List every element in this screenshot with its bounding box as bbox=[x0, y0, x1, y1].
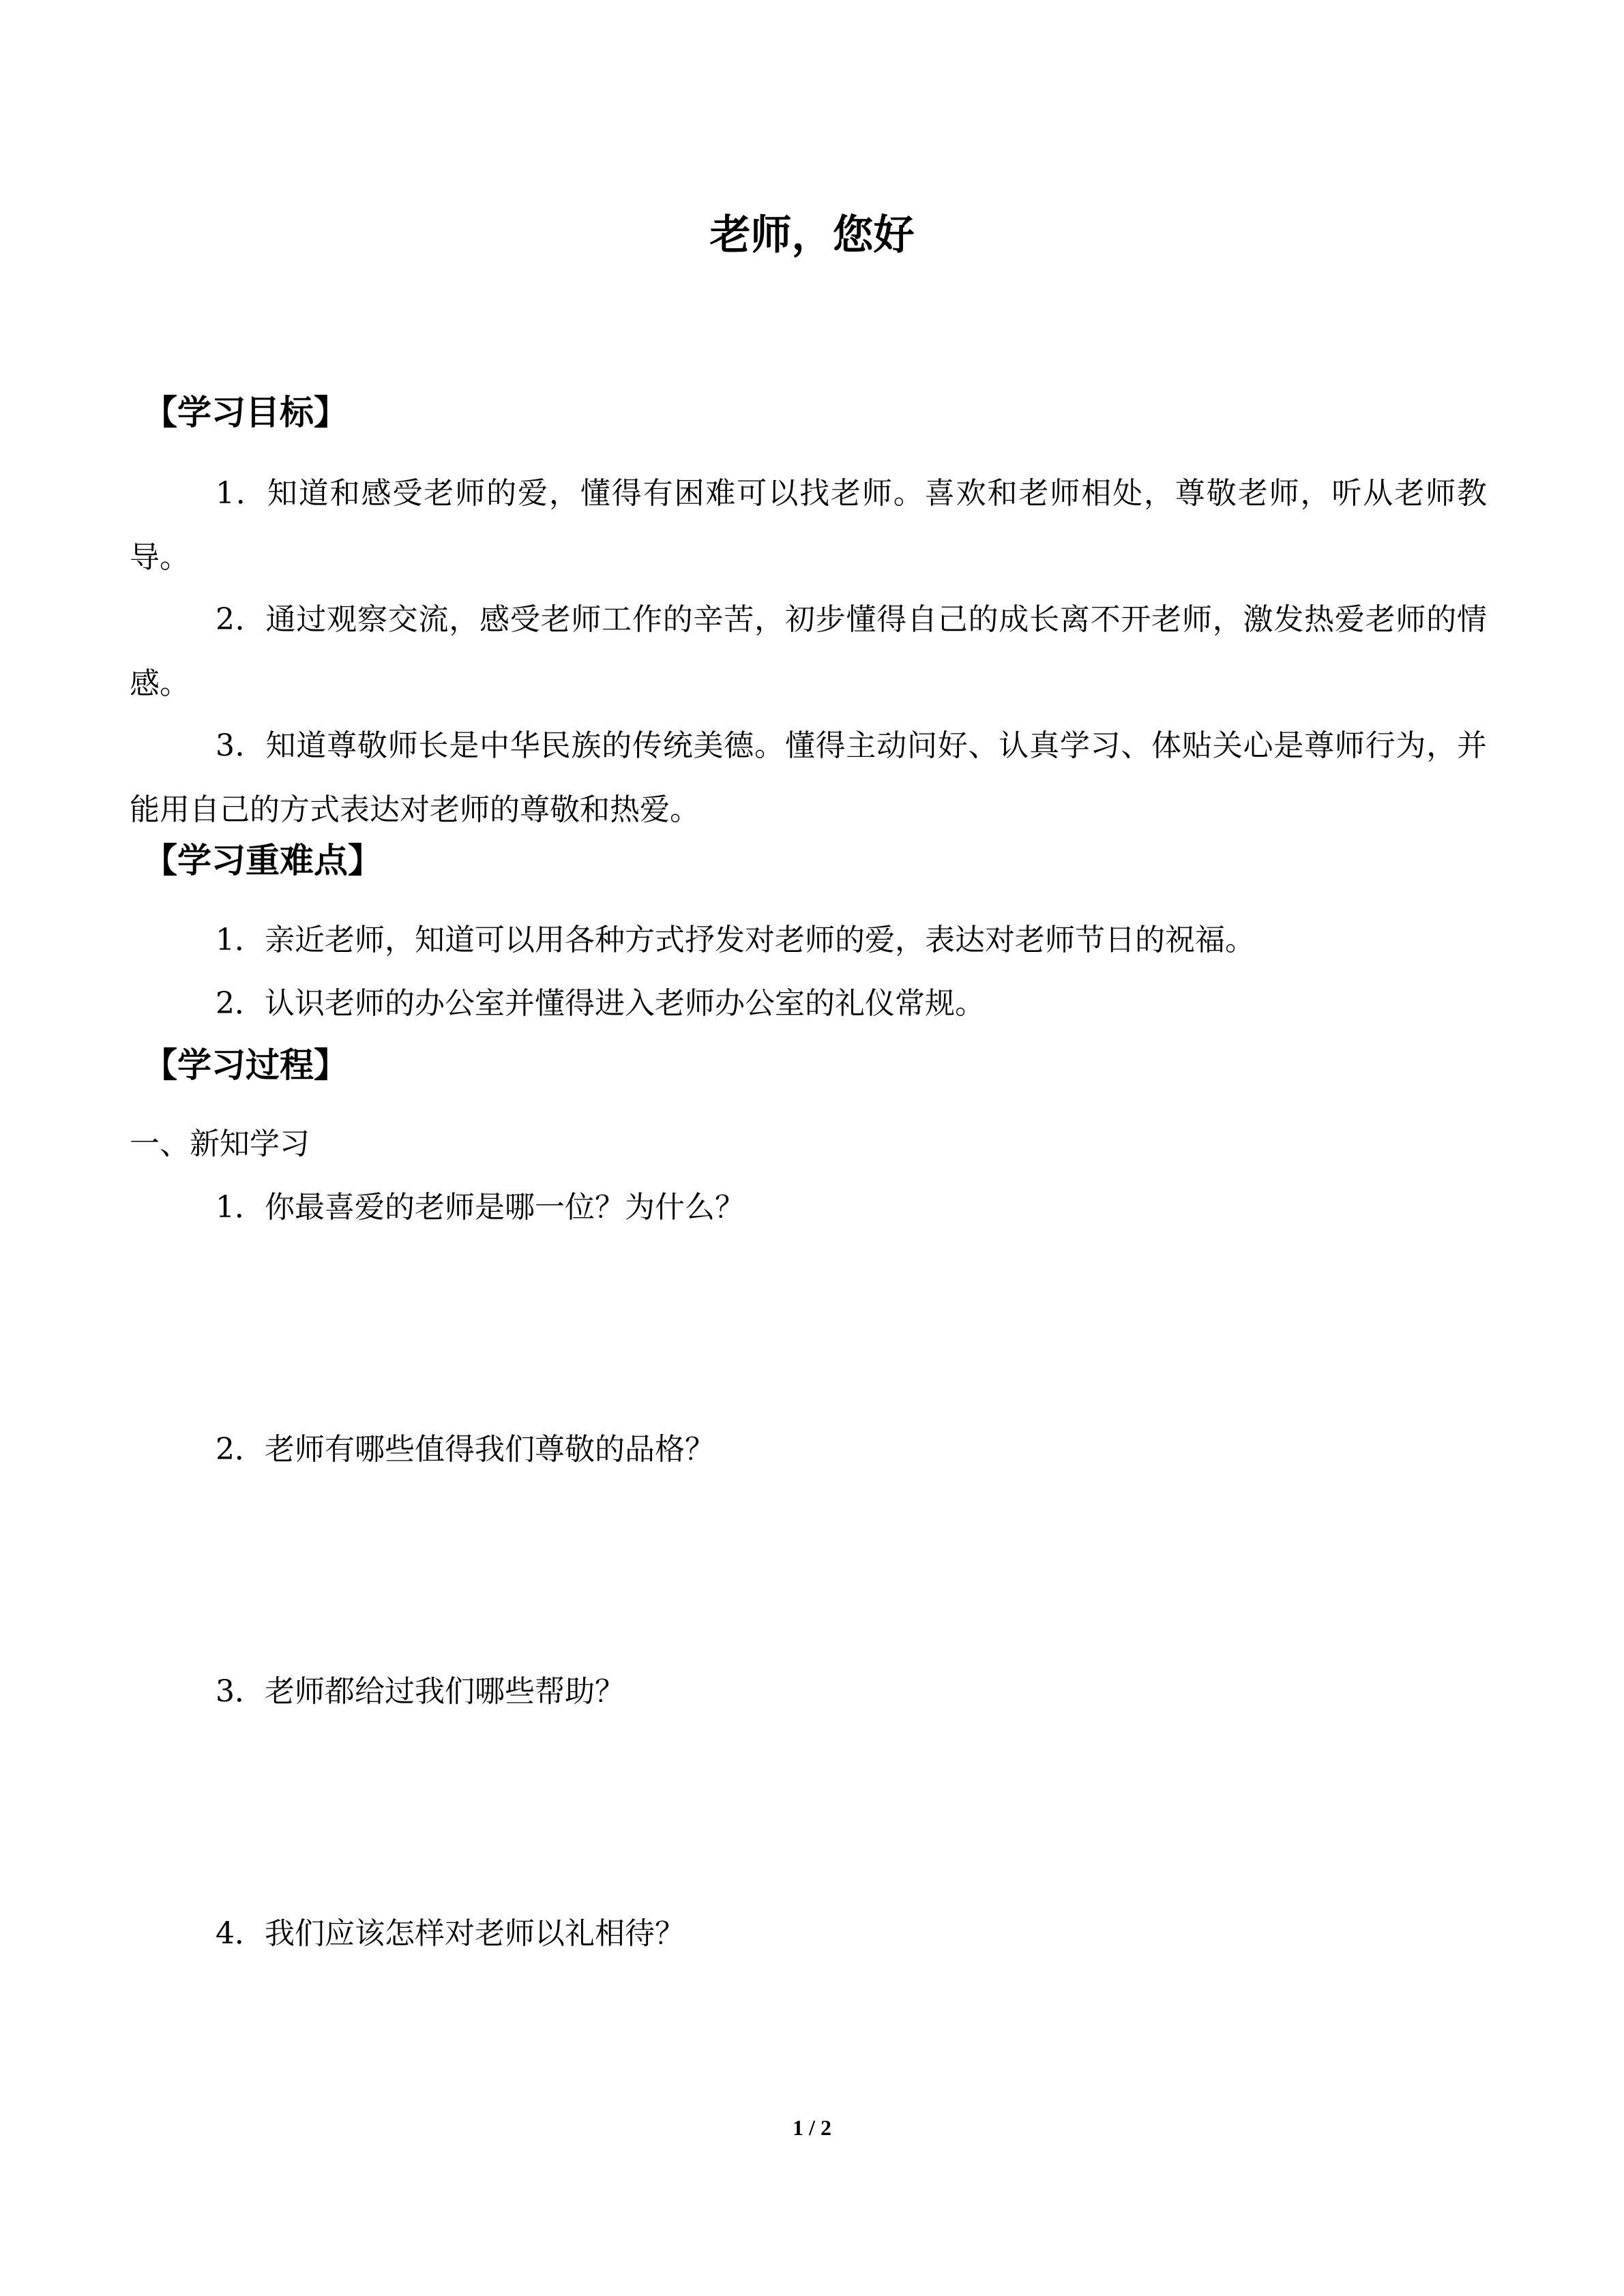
section-heading-objectives: 【学习目标】 bbox=[143, 393, 348, 432]
question-2: 2．老师有哪些值得我们尊敬的品格？ bbox=[216, 1432, 715, 1467]
key-point-item-1: 1．亲近老师，知道可以用各种方式抒发对老师的爱，表达对老师节日的祝福。 bbox=[216, 923, 1255, 957]
page-number: 1 / 2 bbox=[793, 2115, 831, 2140]
objective-item-2: 2．通过观察交流，感受老师工作的辛苦，初步懂得自己的成长离不开老师，激发热爱老师的情感。 bbox=[130, 602, 1487, 701]
key-point-item-2: 2．认识老师的办公室并懂得进入老师办公室的礼仪常规。 bbox=[216, 986, 985, 1021]
section-heading-process: 【学习过程】 bbox=[143, 1045, 348, 1085]
document-title: 老师，您好 bbox=[709, 211, 915, 259]
objective-item-1: 1．知道和感受老师的爱，懂得有困难可以找老师。喜欢和老师相处，尊敬老师，听从老师教导。 bbox=[130, 476, 1487, 575]
question-4: 4．我们应该怎样对老师以礼相待？ bbox=[216, 1916, 685, 1951]
question-1: 1．你最喜爱的老师是哪一位？为什么？ bbox=[216, 1190, 745, 1225]
section-heading-key-points: 【学习重难点】 bbox=[143, 841, 382, 880]
question-3: 3．老师都给过我们哪些帮助？ bbox=[216, 1674, 625, 1709]
objective-item-3: 3．知道尊敬师长是中华民族的传统美德。懂得主动问好、认真学习、体贴关心是尊师行为，并能用自己的方式表达对老师的尊敬和热爱。 bbox=[130, 728, 1487, 827]
subsection-heading: 一、新知学习 bbox=[130, 1127, 310, 1161]
